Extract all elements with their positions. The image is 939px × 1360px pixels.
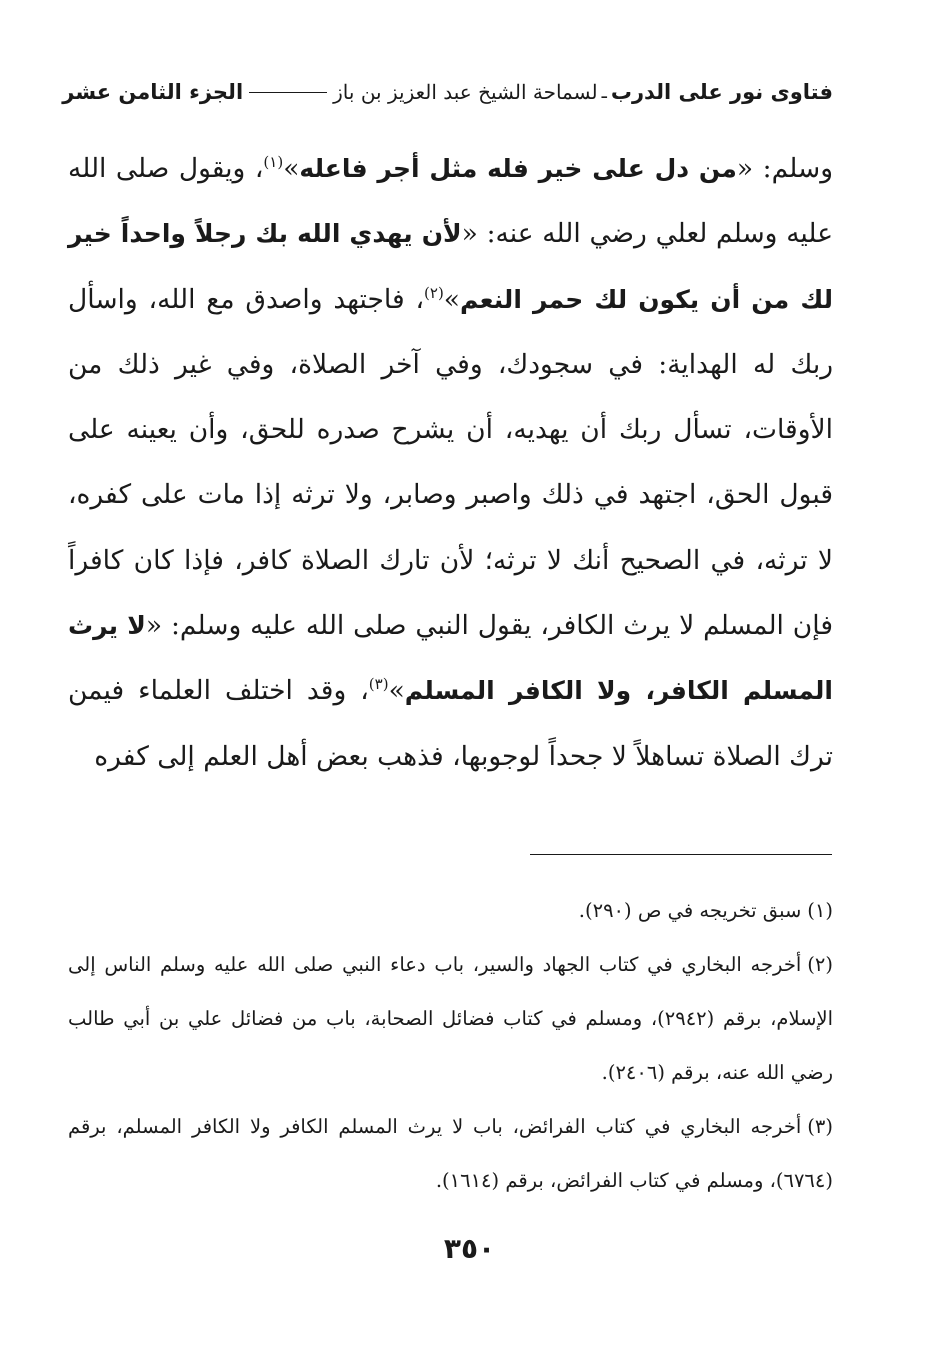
volume-label: الجزء الثامن عشر [62,80,244,104]
footnote-ref-2[interactable]: (٢) [424,283,444,302]
hadith-quote: لا يرث المسلم الكافر، ولا الكافر المسلم [68,611,833,706]
main-text [68,136,833,789]
footnote-3 [68,1100,833,1208]
footnote-ref-3[interactable]: (٣) [368,675,389,694]
footnote-number: (٢) [807,953,833,976]
footnotes [68,884,833,1208]
book-title: فتاوى نور على الدرب [610,80,833,104]
text-segment: ، ويقول صلى الله عليه وسلم لعلي رضي الله عنه: « [68,153,834,250]
hadith-quote: من دل على خير فله مثل أجر فاعله [299,154,737,183]
text-segment: » [443,283,461,315]
footnote-text: أخرجه البخاري في كتاب الجهاد والسير، باب دعاء النبي صلى الله عليه وسلم الناس إلى الإسلام، برقم (٢٩٤٢)، ومسلم في كتاب فضائل الصحابة، باب من فضائل علي بن أبي طالب رضي الله عنه، برقم (٢٤٠٦). [68,953,833,1084]
footnote-2 [68,938,833,1100]
footnote-text: أخرجه البخاري في كتاب الفرائض، باب لا يرث المسلم الكافر ولا الكافر المسلم، برقم (٦٧٦٤)، ومسلم في كتاب الفرائض، برقم (١٦١٤). [68,1115,833,1192]
footnote-divider [530,854,832,855]
footnote-number: (١) [807,899,833,922]
header-left-group [333,80,833,104]
footnote-1 [68,884,833,938]
text-segment: » [388,675,405,707]
header-separator: ـ [601,81,607,103]
text-segment: ، وقد اختلف العلماء فيمن ترك الصلاة تساهلاً لا جحداً لوجوبها، فذهب بعض أهل العلم إلى كفره [68,675,833,772]
footnote-number: (٣) [807,1115,833,1138]
header-rule [249,92,327,93]
text-segment: وسلم: « [736,153,833,184]
page-number: ٣٥٠ [443,1232,496,1265]
author-name: لسماحة الشيخ عبد العزيز بن باز [333,80,598,104]
hadith-quote: لأن يهدي الله بك رجلاً واحداً خير لك من أن يكون لك حمر النعم [68,219,833,314]
footnote-text: سبق تخريجه في ص (٢٩٠). [578,899,802,922]
running-header [62,72,833,112]
text-segment: » [283,153,300,184]
text-segment: ، فاجتهد واصدق مع الله، واسأل ربك له الهداية: في سجودك، وفي آخر الصلاة، وفي غير ذلك من الأوقات، تسأل ربك أن يهديه، أن يشرح صدره للحق، وأن يعينه على قبول الحق، اجتهد في ذلك واصبر وصابر، ولا ترثه إذا مات على كفره، لا ترثه، في الصحيح أنك لا ترثه؛ لأن تارك الصلاة كافر، فإذا كان كافراً فإن المسلم لا يرث الكافر، يقول النبي صلى الله عليه وسلم: « [68,283,833,642]
header-right-group [62,80,333,104]
footnote-ref-1[interactable]: (١) [263,153,284,172]
